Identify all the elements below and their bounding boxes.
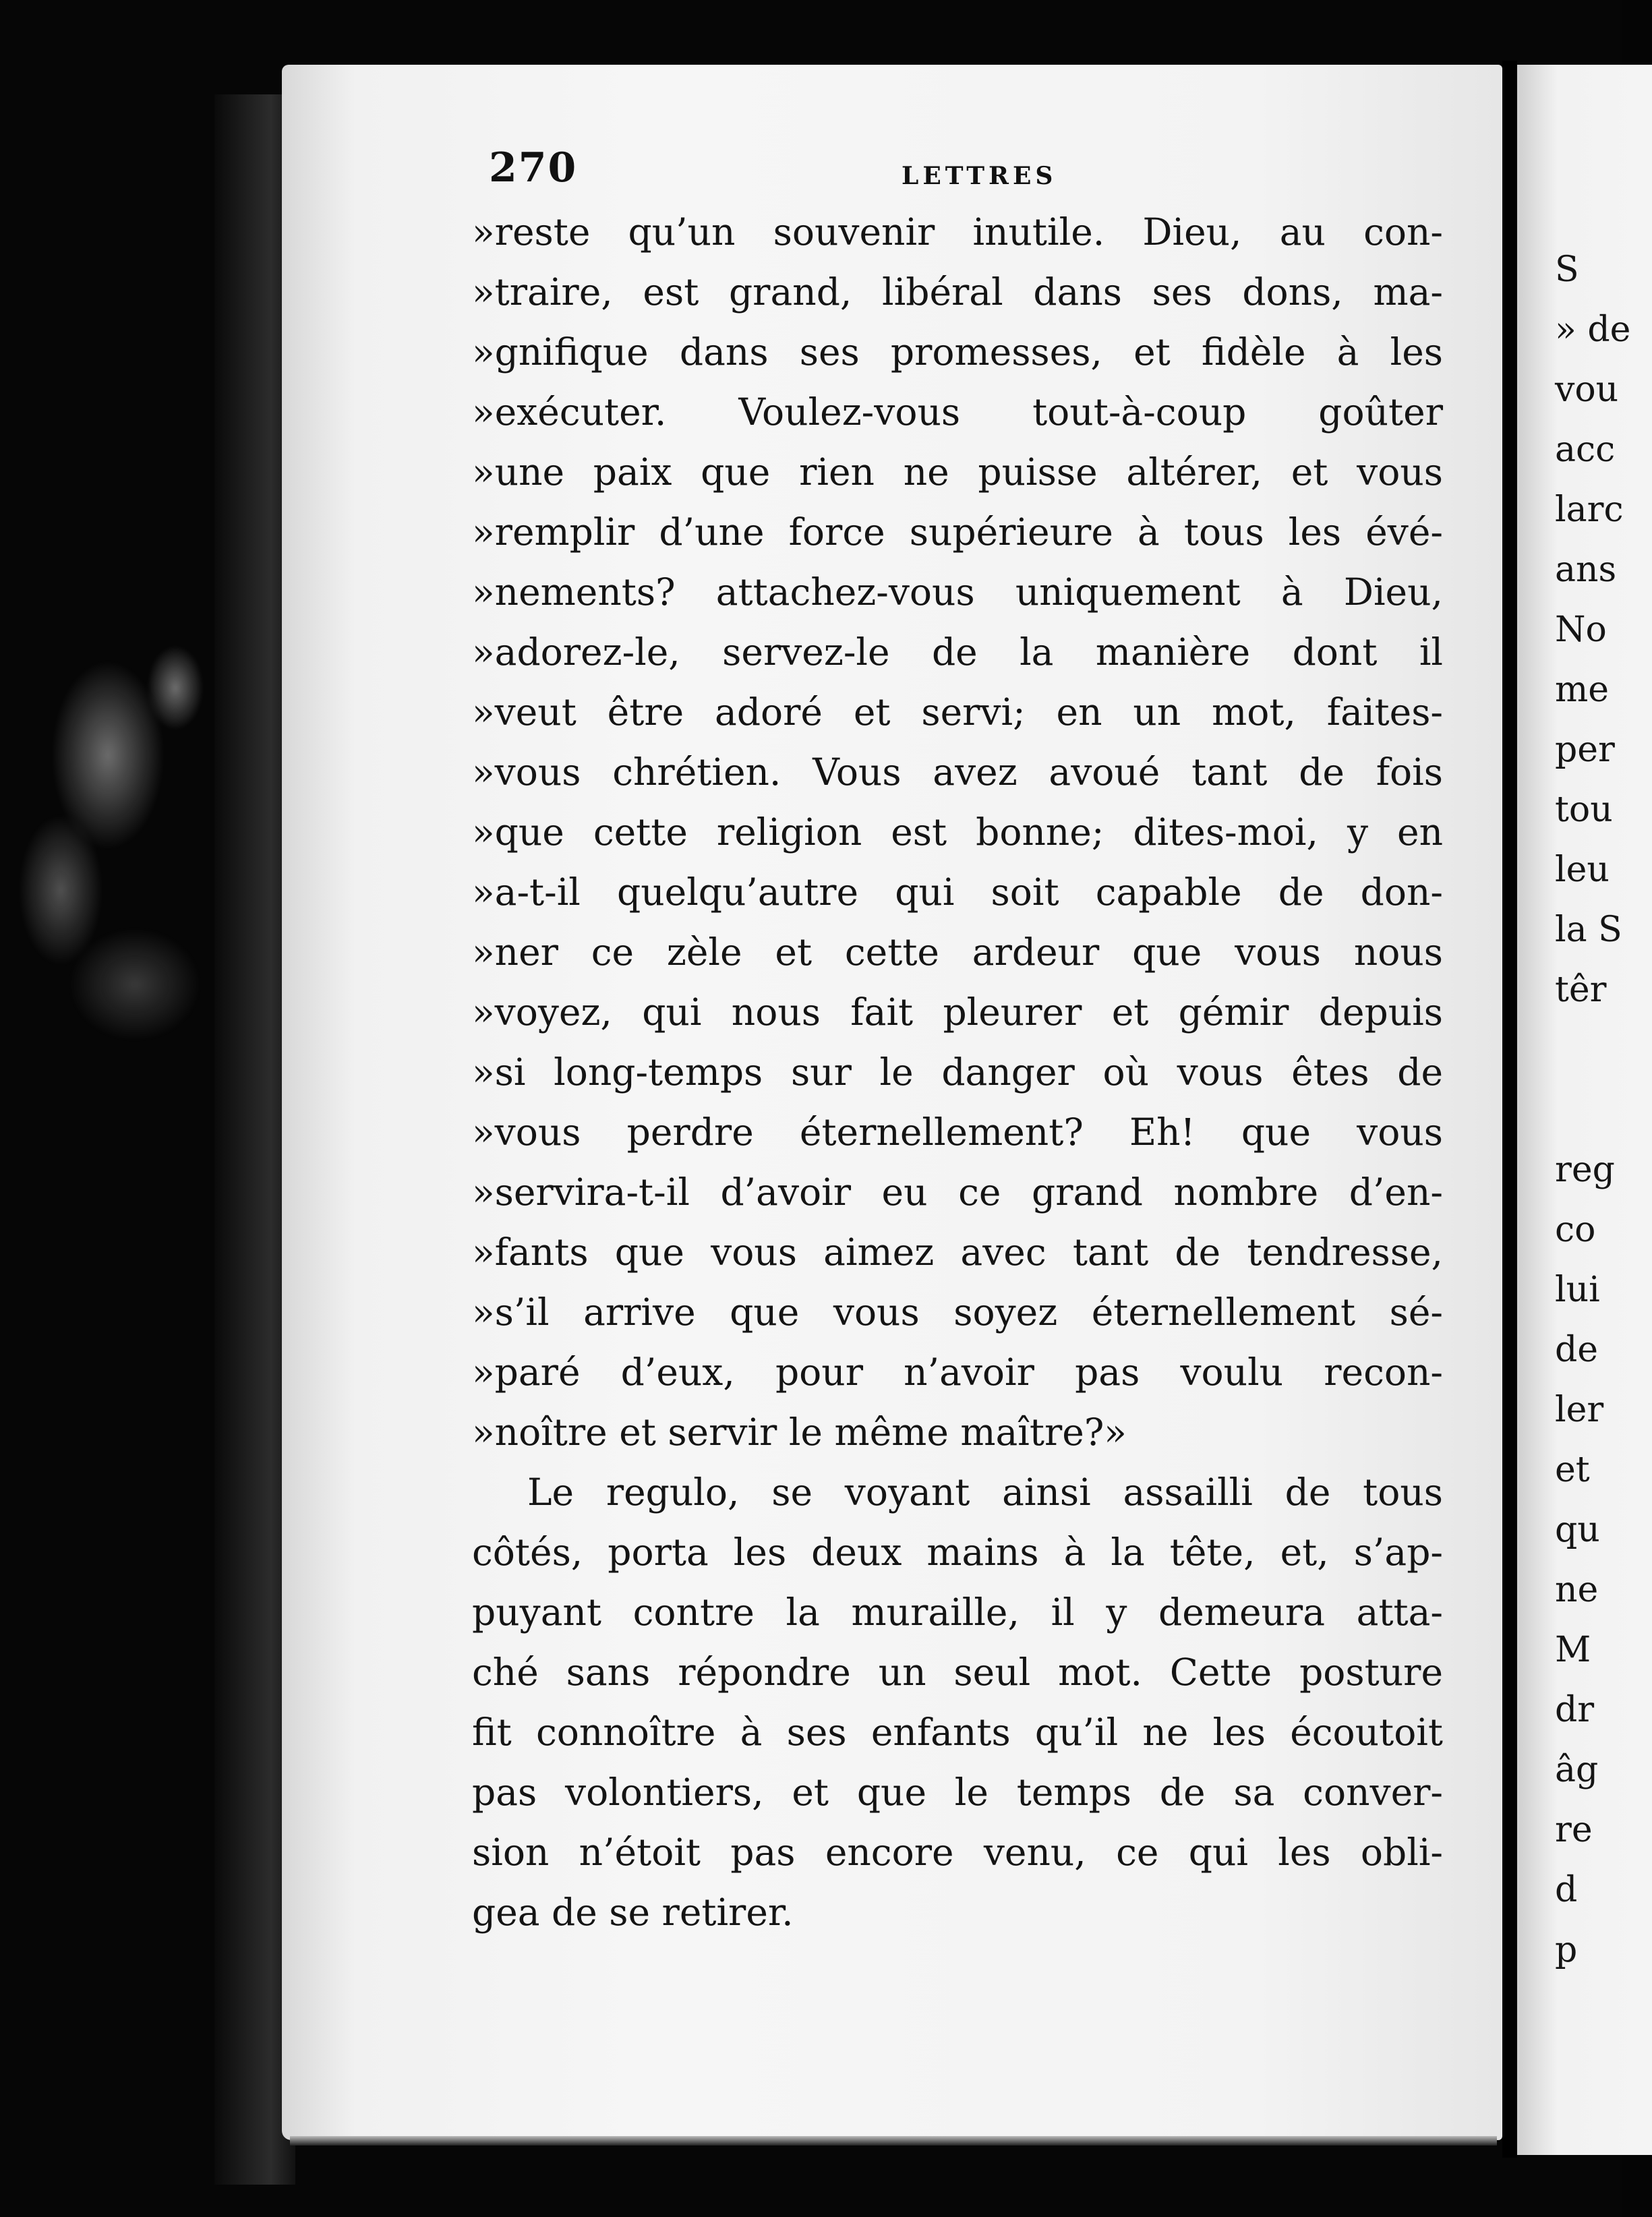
fragment-line: ler [1555,1390,1604,1430]
text-line: »fants que vous aimez avec tant de tendresse, [472,1231,1443,1274]
fragment-line: » de [1555,309,1631,350]
text-line: »a-t-il quelqu’autre qui soit capable de don- [472,870,1443,914]
fragment-line: acc [1555,430,1616,470]
text-line: côtés, porta les deux mains à la tête, et, s’ap- [472,1531,1443,1574]
text-line: »vous chrétien. Vous avez avoué tant de fois [472,750,1443,794]
fragment-line: p [1555,1930,1578,1970]
text-line: »exécuter. Voulez-vous tout-à-coup goûter [472,390,1443,434]
fragment-line: qu [1555,1510,1600,1550]
text-line: fit connoître à ses enfants qu’il ne les écoutoit [472,1711,1443,1754]
fragment-line: têr [1555,970,1607,1010]
fragment-line: de [1555,1330,1599,1370]
text-line: ché sans répondre un seul mot. Cette posture [472,1651,1443,1694]
page-gutter [1502,61,1517,2158]
fragment-line: ne [1555,1570,1599,1610]
fragment-line: lui [1555,1270,1600,1310]
text-line: gea de se retirer. [472,1891,794,1934]
fragment-line: tou [1555,790,1613,830]
fragment-line: M [1555,1630,1591,1670]
text-line: »voyez, qui nous fait pleurer et gémir depuis [472,991,1443,1034]
page-bottom-edge [290,2136,1497,2146]
paragraph-start-line: Le regulo, se voyant ainsi assailli de tous [527,1471,1443,1514]
text-line: »que cette religion est bonne; dites-moi, y en [472,810,1443,854]
fragment-line: per [1555,730,1615,770]
fragment-line: leu [1555,850,1610,890]
page-number: 270 [489,144,578,191]
text-line: »paré d’eux, pour n’avoir pas voulu recon- [472,1351,1443,1394]
fragment-line: la S [1555,910,1622,950]
text-line: puyant contre la muraille, il y demeura atta- [472,1591,1443,1634]
fragment-line: dr [1555,1690,1595,1730]
text-line: »remplir d’une force supérieure à tous les évé- [472,510,1443,554]
body-text [472,202,1443,1943]
text-line: »reste qu’un souvenir inutile. Dieu, au con- [472,210,1443,254]
text-line: »nements? attachez-vous uniquement à Dieu, [472,570,1443,614]
text-line: »si long-temps sur le danger où vous êtes de [472,1051,1443,1094]
fragment-line: No [1555,610,1607,650]
page-header [489,144,1440,198]
facing-page-fragments [1555,240,1631,1980]
fragment-line: larc [1555,490,1624,530]
text-line: »noître et servir le même maître?» [472,1411,1127,1454]
text-line: »s’il arrive que vous soyez éternellement sé- [472,1291,1443,1334]
text-line: »traire, est grand, libéral dans ses dons, ma- [472,270,1443,314]
fragment-line: et [1555,1450,1590,1490]
fragment-line: reg [1555,1150,1615,1190]
fragment-line: re [1555,1810,1593,1850]
fragment-line: âg [1555,1750,1599,1790]
text-line: »une paix que rien ne puisse altérer, et vous [472,450,1443,494]
text-line: »servira-t-il d’avoir eu ce grand nombre d’en- [472,1171,1443,1214]
fragment-line: me [1555,670,1610,710]
text-line: »gnifique dans ses promesses, et fidèle à les [472,330,1443,374]
fragment-gap [1555,1020,1622,1140]
fragment-line: ans [1555,550,1617,590]
text-line: »ner ce zèle et cette ardeur que vous nous [472,930,1443,974]
fragment-line: d [1555,1870,1578,1910]
fragment-line: co [1555,1210,1596,1250]
fragment-line: S [1555,249,1579,290]
page-edge-debris [0,607,243,1119]
text-line: »veut être adoré et servi; en un mot, faites- [472,690,1443,734]
text-line: sion n’étoit pas encore venu, ce qui les obli- [472,1831,1443,1874]
running-title: LETTRES [902,162,1057,190]
text-line: »adorez-le, servez-le de la manière dont il [472,630,1443,674]
fragment-line: vou [1555,370,1619,410]
text-line: »vous perdre éternellement? Eh! que vous [472,1111,1443,1154]
text-line: pas volontiers, et que le temps de sa conver- [472,1771,1443,1814]
